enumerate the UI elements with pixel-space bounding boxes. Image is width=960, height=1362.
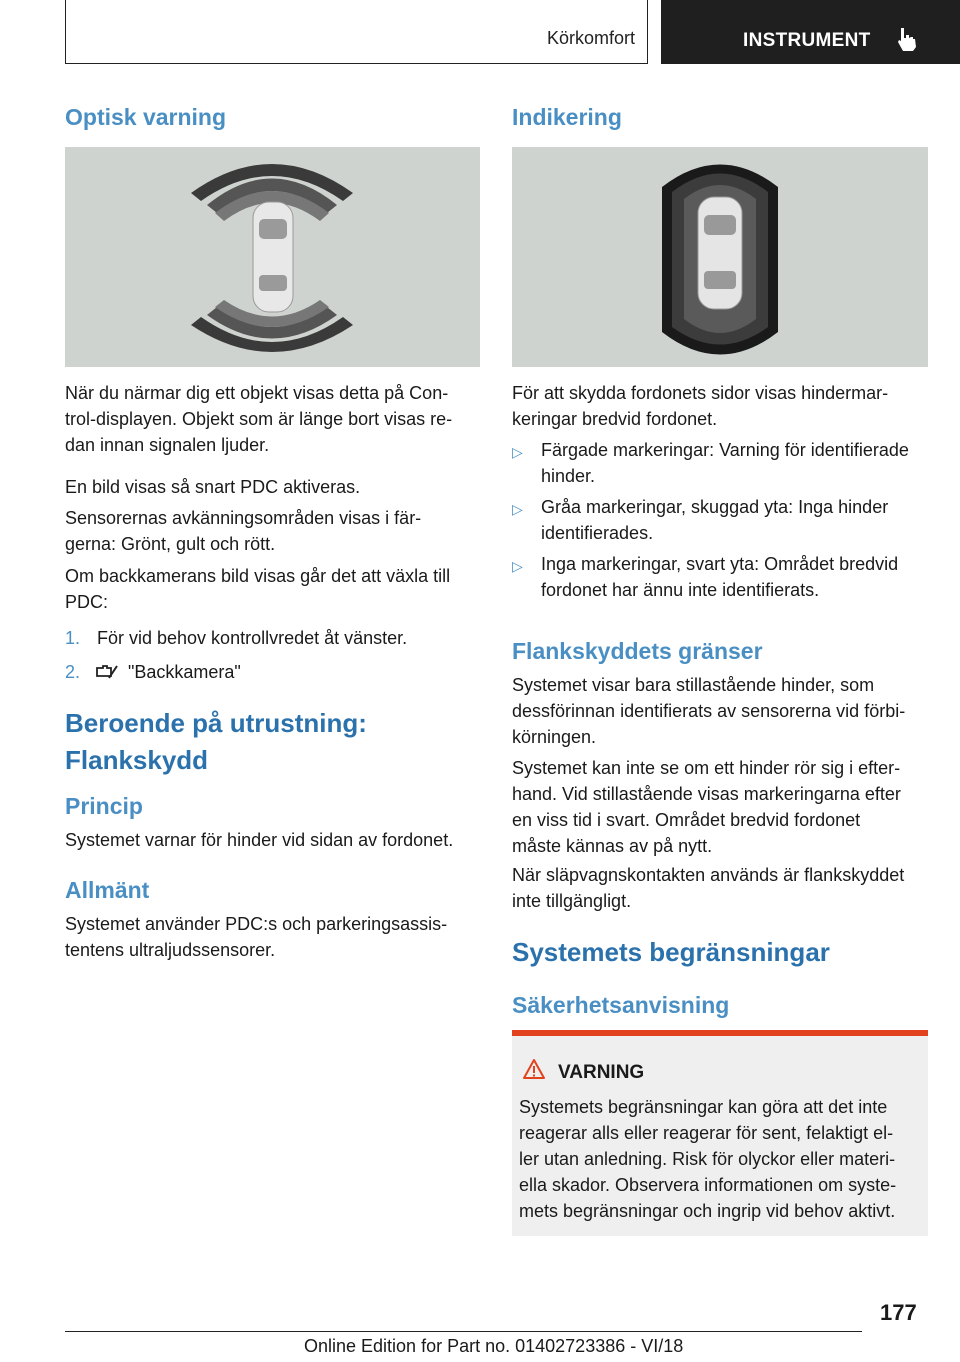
step-1 [65, 625, 408, 651]
flank-text-1: Systemet visar bara stillastående hinder, som dessförinnan identifierats av sensorerna vid förbi- körningen. [512, 675, 906, 747]
left-paragraph-2: En bild visas så snart PDC aktiveras. [65, 477, 361, 497]
step-number: 1. [65, 628, 81, 648]
princip-text: Systemet varnar för hinder vid sidan av fordonet. [65, 830, 454, 850]
step-text: För vid behov kontrollvredet åt vänster. [97, 628, 408, 648]
header-section-title: Körkomfort [546, 28, 635, 48]
header-section-box [65, 0, 648, 64]
bullet-item-1: ▷ Färgade markeringar: Varning för identifierade hinder. [512, 440, 909, 486]
sakerhetsanvisning-heading: Säkerhetsanvisning [512, 992, 730, 1018]
begransningar-heading: Systemets begränsningar [512, 937, 830, 967]
pdc-display-image [65, 147, 480, 367]
step-number: 2. [65, 662, 81, 682]
page-number: 177 [880, 1300, 917, 1325]
pointing-hand-icon [895, 26, 919, 52]
flank-illustration [512, 147, 928, 367]
header-chapter-box [661, 0, 960, 64]
allmant-heading: Allmänt [65, 877, 150, 903]
allmant-text: Systemet använder PDC:s och parkeringsassis- tentens ultraljudssensorer. [65, 914, 448, 960]
pdc-illustration [65, 147, 480, 367]
footer-divider [65, 1331, 862, 1332]
header-chapter-title: INSTRUMENT [743, 30, 871, 51]
footer-edition: Online Edition for Part no. 01402723386 - VI/18 [304, 1336, 684, 1356]
triangle-bullet-icon: ▷ [512, 501, 523, 517]
camera-icon [95, 662, 119, 682]
flank-grans-heading: Flankskyddets gränser [512, 638, 763, 664]
left-paragraph-3: Sensorernas avkänningsområden visas i fär- gerna: Grönt, gult och rött. [65, 508, 422, 554]
flank-text-3: När släpvagnskontakten används är flankskyddet inte tillgängligt. [512, 865, 905, 911]
warning-triangle-icon [522, 1058, 546, 1080]
bullet-item-2: ▷ Gråa markeringar, skuggad yta: Inga hinder identifierades. [512, 497, 889, 543]
bullet-item-3: ▷ Inga markeringar, svart yta: Området bredvid fordonet har ännu inte identifierats. [512, 554, 899, 600]
step-text: "Backkamera" [128, 662, 241, 682]
triangle-bullet-icon: ▷ [512, 444, 523, 460]
warning-text: Systemets begränsningar kan göra att det inte reagerar alls eller reagerar för sent, felaktigt el- ler utan anledning. Risk för olyckor eller materi- ella skador. Observera informationen om syste- mets begränsningar och ingrip vid behov aktivt. [519, 1097, 897, 1221]
flank-display-image [512, 147, 928, 367]
flank-text-2: Systemet kan inte se om ett hinder rör sig i efter- hand. Vid stillastående visas markeringarna efter en viss tid i svart. Området bredvid fordonet måste kännas av på nytt. [512, 758, 901, 856]
princip-heading: Princip [65, 793, 143, 819]
left-paragraph-4: Om backkamerans bild visas går det att växla till PDC: [65, 566, 451, 612]
warning-box [512, 1030, 928, 1236]
step-2 [65, 659, 485, 685]
beroende-heading: Beroende på utrustning: Flankskydd [65, 708, 367, 775]
indikering-heading: Indikering [512, 104, 622, 130]
warning-label: VARNING [558, 1062, 645, 1083]
left-paragraph-1: När du närmar dig ett objekt visas detta på Con- trol-displayen. Objekt som är länge bort visas re- dan innan signalen ljuder. [65, 383, 453, 455]
right-paragraph-1: För att skydda fordonets sidor visas hindermar- keringar bredvid fordonet. [512, 383, 889, 429]
optisk-varning-heading: Optisk varning [65, 104, 227, 130]
triangle-bullet-icon: ▷ [512, 558, 523, 574]
